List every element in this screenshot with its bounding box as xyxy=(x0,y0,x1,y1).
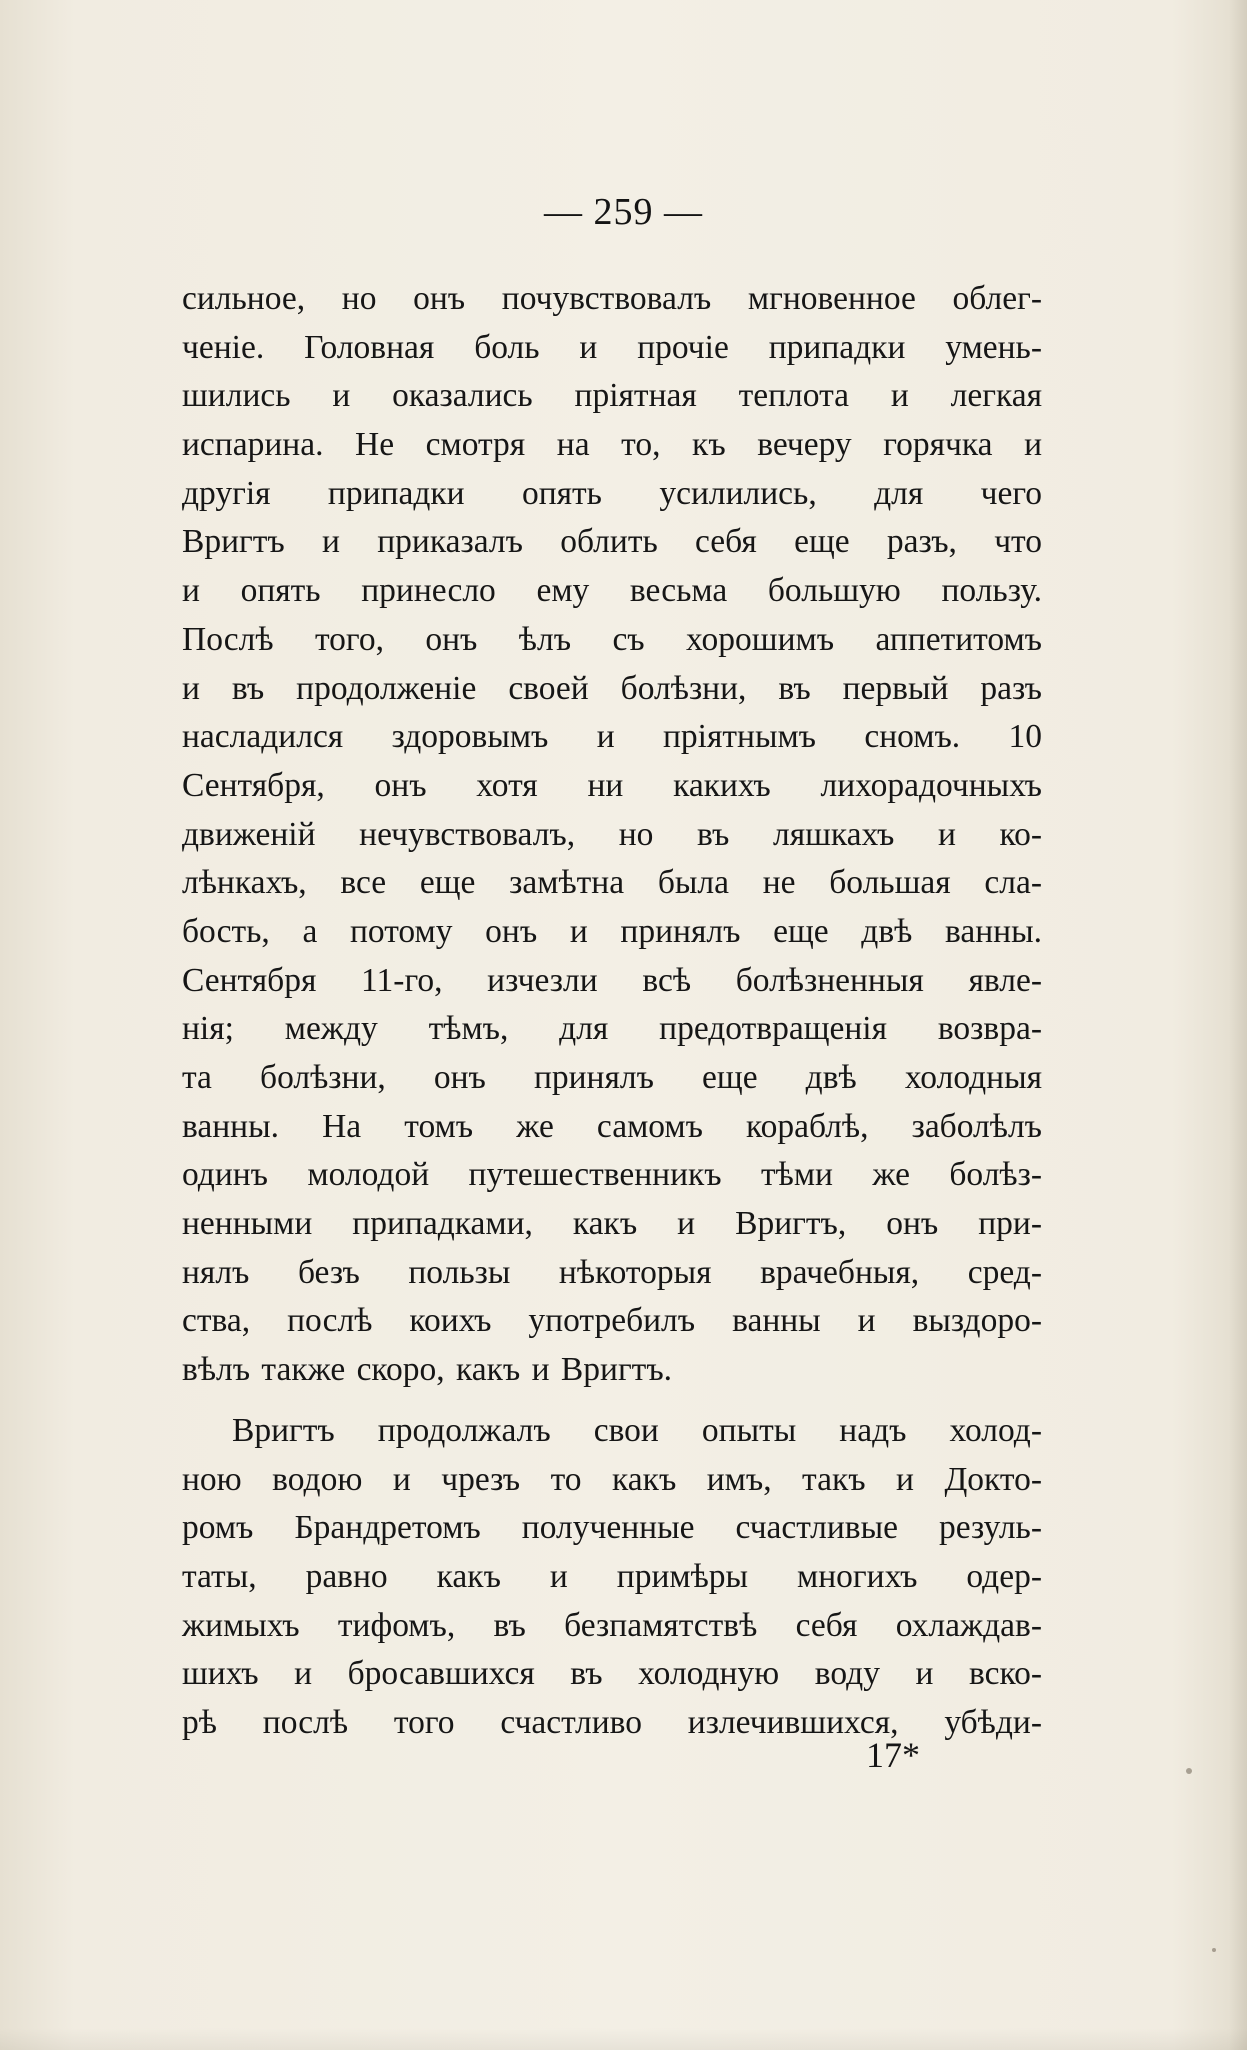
page-bottom-shadow xyxy=(0,2028,1247,2050)
text-line: Сентября 11-го, изчезли всѣ болѣзненныя явле- xyxy=(182,961,1042,999)
signature-mark: 17* xyxy=(866,1735,920,1775)
paragraph xyxy=(182,275,1042,1395)
paragraph xyxy=(182,1407,1042,1748)
text-line: нялъ безъ пользы нѣкоторыя врачебныя, сред- xyxy=(182,1253,1042,1291)
paper-speck xyxy=(1186,1768,1192,1774)
page-edge-shadow xyxy=(1229,0,1247,2050)
text-line: Сентября, онъ хотя ни какихъ лихорадочныхъ xyxy=(182,766,1042,804)
text-line: ченіе. Головная боль и прочіе припадки умень- xyxy=(182,328,1042,366)
text-line: ства, послѣ коихъ употребилъ ванны и выздоро- xyxy=(182,1302,1042,1340)
text-line: испарина. Не смотря на то, къ вечеру горячка и xyxy=(182,426,1042,464)
text-line: другія припадки опять усилились, для чего xyxy=(182,474,1042,512)
text-line: Вригтъ и приказалъ облить себя еще разъ, что xyxy=(182,523,1042,561)
text-line: лѣнкахъ, все еще замѣтна была не большая сла- xyxy=(182,864,1042,902)
body-text xyxy=(182,275,1042,1760)
text-line: шились и оказались пріятная теплота и легкая xyxy=(182,377,1042,415)
text-line: ненными припадками, какъ и Вригтъ, онъ при- xyxy=(182,1205,1042,1243)
text-line: рѣ послѣ того счастливо излечившихся, убѣди- xyxy=(182,1703,1042,1741)
text-line: бость, а потому онъ и принялъ еще двѣ ванны. xyxy=(182,912,1042,950)
page-number-header: — 259 — xyxy=(544,191,703,233)
text-line: ромъ Брандретомъ полученные счастливые резуль- xyxy=(182,1509,1042,1547)
text-line: таты, равно какъ и примѣры многихъ одер- xyxy=(182,1557,1042,1595)
paper-speck xyxy=(1212,1948,1216,1952)
text-line: жимыхъ тифомъ, въ безпамятствѣ себя охлаждав- xyxy=(182,1606,1042,1644)
text-line: одинъ молодой путешественникъ тѣми же болѣз- xyxy=(182,1156,1042,1194)
text-line: и опять принесло ему весьма большую пользу. xyxy=(182,572,1042,610)
text-line: вѣлъ также скоро, какъ и Вригтъ. xyxy=(182,1351,673,1389)
text-line: нія; между тѣмъ, для предотвращенія возвра- xyxy=(182,1010,1042,1048)
text-line: Послѣ того, онъ ѣлъ съ хорошимъ аппетитомъ xyxy=(182,620,1042,658)
text-line: шихъ и бросавшихся въ холодную воду и вско- xyxy=(182,1655,1042,1693)
text-line: та болѣзни, онъ принялъ еще двѣ холодныя xyxy=(182,1059,1042,1096)
text-line: движеній нечувствовалъ, но въ ляшкахъ и ко- xyxy=(182,815,1042,853)
text-line: насладился здоровымъ и пріятнымъ сномъ. 10 xyxy=(182,718,1042,756)
text-line: Вригтъ продолжалъ свои опыты надъ холод- xyxy=(232,1411,1042,1449)
text-line: ною водою и чрезъ то какъ имъ, такъ и Докто- xyxy=(182,1460,1042,1498)
text-line: ванны. На томъ же самомъ кораблѣ, заболѣлъ xyxy=(182,1107,1042,1145)
text-line: и въ продолженіе своей болѣзни, въ первый разъ xyxy=(182,669,1042,707)
text-line: сильное, но онъ почувствовалъ мгновенное облег- xyxy=(182,280,1042,317)
